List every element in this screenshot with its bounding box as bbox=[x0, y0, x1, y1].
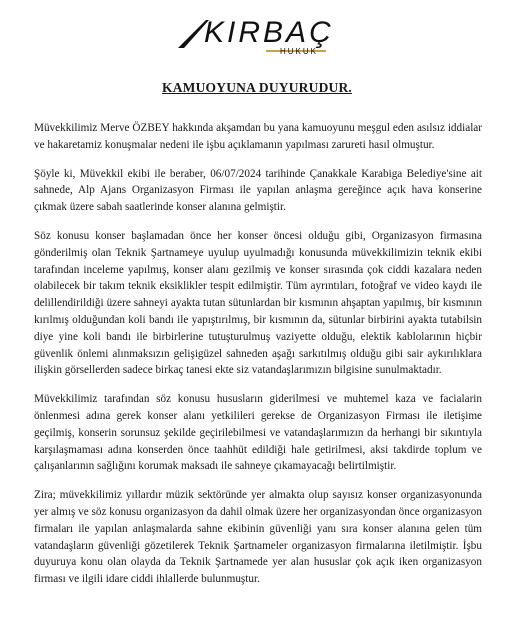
paragraph: Müvekkilimiz tarafından söz konusu hususların giderilmesi ve muhtemel kaza ve facialarin önlenmesi adına gerek konser alanı yetkilileri gerekse de Organizasyon Firması ile iletişime geçilmiş, konserin sorunsuz şekilde geçirilebilmesi ve vatandaşlarımızın da herhangi bir sıkıntıyla karşılaşmaması adına konserden önce taahhüt edildiği hale getirilmesi, aksi takdirde toplum ve çalışanlarının sağlığını korumak maksadı ile sahneye çıkamayacağı belirtilmiştir. bbox=[34, 393, 482, 473]
logo-wordmark: KIRBAÇ bbox=[204, 16, 334, 49]
law-firm-logo bbox=[176, 14, 336, 56]
paragraph: Müvekkilimiz Merve ÖZBEY hakkında akşamdan bu yana kamuoyunu meşgul eden asılsız iddialar ve hakaretamiz konuşmalar nedeni ile işbu açıklamanın yapılması zarureti hasıl olmuştur. bbox=[34, 122, 482, 151]
paragraph: Şöyle ki, Müvekkil ekibi ile beraber, 06/07/2024 tarihinde Çanakkale Karabiga Belediye'sine ait sahnede, Alp Ajans Organizasyon Firması ile yapılan anlaşma gereğince açık hava konserine çıkmak üzere sabah saatlerinde konser alanına gelmiştir. bbox=[34, 167, 482, 214]
logo-subtitle: HUKUK bbox=[280, 47, 319, 56]
announcement-body bbox=[34, 120, 482, 600]
paragraph: Söz konusu konser başlamadan önce her konser öncesi olduğu gibi, Organizasyon firmasına gönderilmiş olan Teknik Şartnameye uyulup uyulmadığı konusunda müvekkilimizin teknik ekibi tarafından inceleme yapılmış, konser alanı gezilmiş ve konser sırasında çok ciddi kazalara neden olabilecek bir takım teknik eksiklikler tespit edilmiştir. Tüm ayrıntıları, fotoğraf ve video kaydı ile delillendirildiği üzere sahneyi ayakta tutan sütunlardan bir kısmının ahşaptan yapılmış, bir kısmının kırılmış olduğundan koli bandı ile yapıştırılmış, bir kısmının da, sütunlar birbirini ayakta tutabilsin diye yine koli bandı ile birbirlerine tutuşturulmuş vaziyette olduğu, elektik kablolarının hiçbir güvenlik önlemi alınmaksızın gelişigüzel sahneden aşağı sarkıtılmış olduğu gibi sair aykırılıklara ilişkin görsellerden sadece birkaç tanesi ekte siz vatandaşlarımızın bilgisine sunulmaktadır. bbox=[34, 229, 482, 377]
paragraph: Zira; müvekkilimiz yıllardır müzik sektöründe yer almakta olup sayısız konser organizasyonunda yer almış ve söz konusu organizasyon da dahil olmak üzere her organizasyondan önce organizasyon firmaları ile yapılan anlaşmalarda sahne ekibinin güvenliği yanı sıra konser alanına gelen tüm vatandaşların güvenliği gözetilerek Teknik Şartnameler organizasyon firmalarına iletilmiştir. İşbu duyuruya konu olan olayda da Teknik Şartnamede yer alan hususlar çok açık iken organizasyon firması ve ilgili idare ciddi ihlallerde bulunmuştur. bbox=[34, 489, 482, 586]
announcement-title: KAMUOYUNA DUYURUDUR. bbox=[162, 80, 352, 95]
